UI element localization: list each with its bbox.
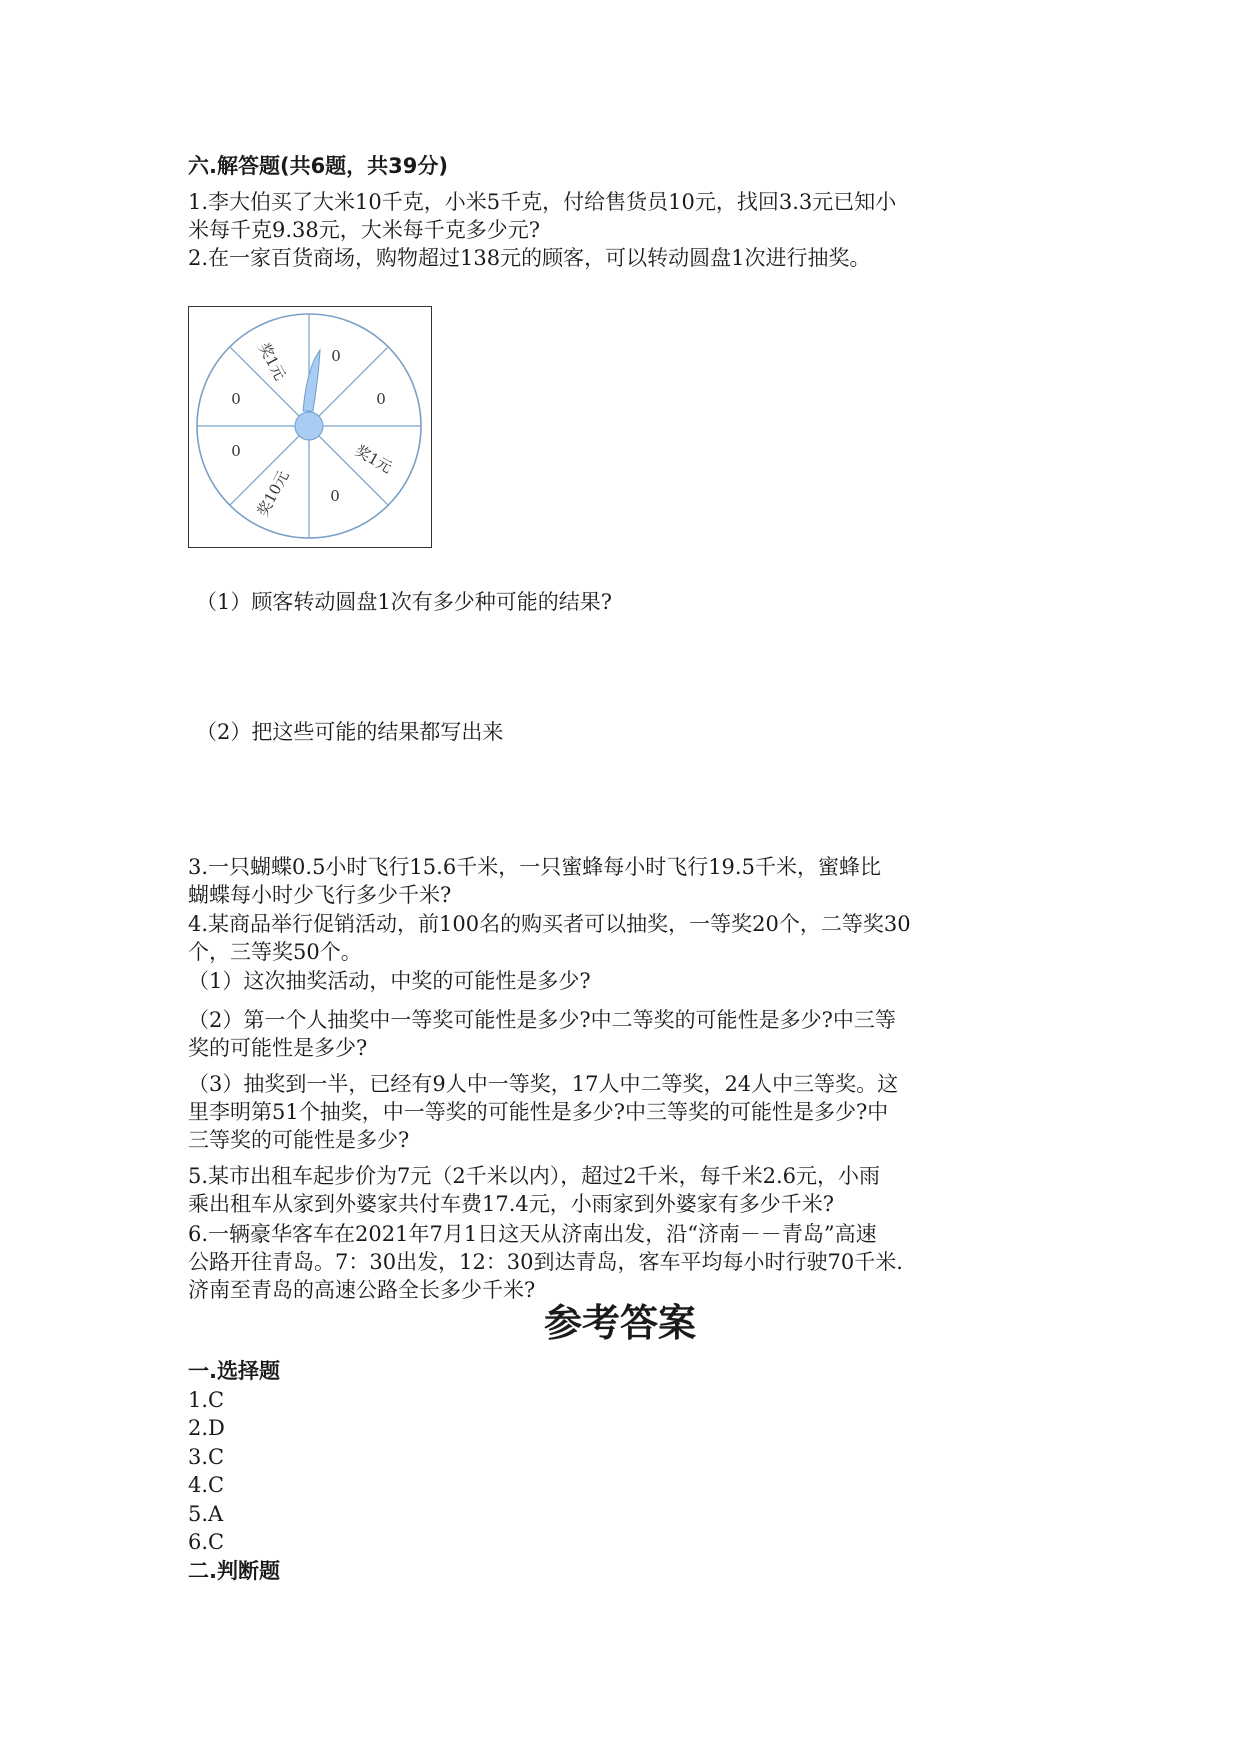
prize-wheel <box>189 307 430 546</box>
answer-item: 3.C <box>188 1445 225 1469</box>
question-4-sub-2-line-2: 奖的可能性是多少? <box>188 1036 368 1060</box>
question-1-line-2: 米每千克9.38元，大米每千克多少元? <box>188 218 541 242</box>
answer-item: 2.D <box>188 1416 225 1440</box>
question-1-line-1: 1.李大伯买了大米10千克，小米5千克，付给售货员10元，找回3.3元已知小 <box>188 190 897 214</box>
answer-item: 5.A <box>188 1502 224 1526</box>
question-3-line-2: 蝴蝶每小时少飞行多少千米? <box>188 883 452 907</box>
question-2-sub-1: （1）顾客转动圆盘1次有多少种可能的结果? <box>196 590 612 614</box>
answer-item: 6.C <box>188 1530 225 1554</box>
answers-part-1-heading: 一.选择题 <box>188 1359 280 1383</box>
wheel-label-top-right: 0 <box>331 347 341 365</box>
question-4-line-1: 4.某商品举行促销活动，前100名的购买者可以抽奖，一等奖20个，二等奖30 <box>188 912 911 936</box>
wheel-label-bottom-left: 奖10元 <box>253 467 293 520</box>
question-4-sub-3-line-2: 里李明第51个抽奖，中一等奖的可能性是多少?中三等奖的可能性是多少?中 <box>188 1100 889 1124</box>
section-heading: 六.解答题(共6题，共39分) <box>188 154 449 178</box>
wheel-label-left-upper: 0 <box>231 390 241 408</box>
question-3-line-1: 3.一只蝴蝶0.5小时飞行15.6千米，一只蜜蜂每小时飞行19.5千米，蜜蜂比 <box>188 855 881 879</box>
question-6-line-2: 公路开往青岛。7：30出发，12：30到达青岛，客车平均每小时行驶70千米. <box>188 1250 903 1274</box>
question-6-line-1: 6.一辆豪华客车在2021年7月1日这天从济南出发，沿“济南－－青岛”高速 <box>188 1222 877 1246</box>
question-2-sub-2: （2）把这些可能的结果都写出来 <box>196 720 504 744</box>
question-6-line-3: 济南至青岛的高速公路全长多少千米? <box>188 1278 536 1302</box>
answers-title: 参考答案 <box>543 1301 696 1345</box>
answer-item: 1.C <box>188 1388 225 1412</box>
wheel-label-bottom-right: 0 <box>330 487 340 505</box>
question-4-sub-3-line-1: （3）抽奖到一半，已经有9人中一等奖，17人中二等奖，24人中三等奖。这 <box>188 1072 899 1096</box>
wheel-pointer <box>303 350 320 411</box>
answers-part-2-heading: 二.判断题 <box>188 1559 280 1583</box>
prize-wheel-figure <box>188 306 432 548</box>
question-4-sub-3-line-3: 三等奖的可能性是多少? <box>188 1128 410 1152</box>
question-2-line-1: 2.在一家百货商场，购物超过138元的顾客，可以转动圆盘1次进行抽奖。 <box>188 246 871 270</box>
question-5-line-2: 乘出租车从家到外婆家共付车费17.4元，小雨家到外婆家有多少千米? <box>188 1192 835 1216</box>
answer-item: 4.C <box>188 1473 225 1497</box>
question-4-sub-1: （1）这次抽奖活动，中奖的可能性是多少? <box>188 969 591 993</box>
wheel-label-right-upper: 0 <box>376 390 386 408</box>
wheel-label-top-left: 奖1元 <box>254 339 290 384</box>
question-5-line-1: 5.某市出租车起步价为7元（2千米以内），超过2千米，每千米2.6元，小雨 <box>188 1164 881 1188</box>
wheel-hub <box>295 412 323 440</box>
question-4-sub-2-line-1: （2）第一个人抽奖中一等奖可能性是多少?中二等奖的可能性是多少?中三等 <box>188 1008 896 1032</box>
wheel-label-left-lower: 0 <box>231 442 241 460</box>
question-4-line-2: 个，三等奖50个。 <box>188 940 362 964</box>
wheel-label-right-lower: 奖1元 <box>351 441 396 477</box>
